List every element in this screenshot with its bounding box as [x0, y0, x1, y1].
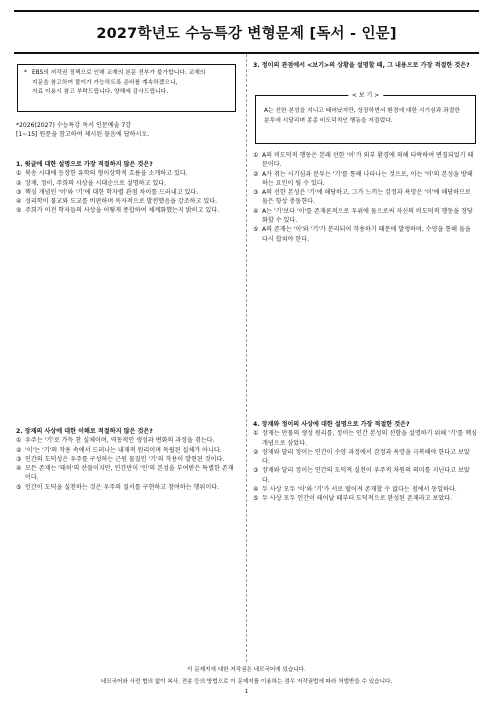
question-2-option[interactable]: ③ 인간의 도덕성은 우주를 구성하는 근원 물질인 '기'의 작용이 발현된 것이다.: [16, 455, 225, 463]
column-divider: [246, 54, 247, 662]
source-block: [16, 121, 238, 140]
question-4-option[interactable]: ④ 두 사상 모두 '이'와 '기'가 서로 떨어져 존재할 수 없다는 점에서 동일하다.: [253, 486, 457, 494]
question-2-option[interactable]: ① 우주는 '기'로 가득 찬 실체이며, 역동적인 생성과 변화의 과정을 겪는다.: [16, 437, 215, 445]
header-box: [14, 10, 479, 54]
question-1-option[interactable]: ③ 핵심 개념인 '이'와 '기'에 대한 학자별 관점 차이를 드러내고 있다.: [16, 188, 199, 196]
question-2: [16, 427, 238, 492]
question-4-option[interactable]: ③ 장재와 달리 정이는 인간의 도덕적 실천이 우주적 차원의 의미를 지닌다고 보았다.: [253, 467, 470, 484]
question-4-stem: 4. 장재와 정이의 사상에 대한 설명으로 가장 적절한 것은?: [253, 421, 410, 428]
question-4: [253, 420, 477, 504]
question-3-options: [253, 151, 477, 244]
notice-line: EBS의 저작권 정책으로 인해 교재의 본문 전부가 불가합니다. 교재의: [32, 70, 206, 76]
notice-line: 자료 이용시 참고 부탁드립니다. 양해에 감사드립니다.: [32, 89, 169, 95]
question-1-stem: 1. 윗글에 대한 설명으로 가장 적절하지 않은 것은?: [16, 161, 153, 168]
question-3-option[interactable]: ④ A는 '기'보다 '이'를 존재론적으로 우위에 둠으로써 자신의 비도덕적 행동을 정당화할 수 있다.: [253, 207, 473, 225]
question-2-option[interactable]: ④ 모든 존재는 '태허'의 산물이지만, 인간만이 '인'의 본성을 부여받은 특별한 존재이다.: [16, 465, 234, 482]
source-line: *2026(2027) 수능특강 독서 인문예술 7강: [16, 122, 132, 129]
bogi-label: < 보 기 >: [348, 91, 383, 101]
question-3-option[interactable]: ⑤ A의 존재는 '이'와 '기'가 분리되어 작용하기 때문에 발생하며, 수양을 통해 둘을 다시 합쳐야 한다.: [253, 226, 471, 243]
notice-line: 지문을 참고하여 풀이가 가능하도록 준비를 계속하겠으니,: [32, 79, 178, 86]
footer-warning: 네모국어와 사전 협의 없이 복사, 전송 등의 방법으로 이 문제지를 이용하는 경우 저작권법에 따라 처벌받을 수 있습니다.: [100, 679, 393, 685]
question-3-option[interactable]: ② A가 겪는 시기심과 분투는 '기'를 통해 나타나는 것으로, 이는 '이'의 본성을 방해하는 요인이 될 수 있다.: [253, 170, 473, 187]
question-1: [16, 160, 238, 216]
question-4-option[interactable]: ① 장재는 만물의 생성 원리를, 정이는 인간 본성의 선함을 설명하기 위해 '기'를 핵심 개념으로 삼았다.: [253, 430, 477, 447]
page-title: 2027학년도 수능특강 변형문제 [독서 - 인문]: [96, 26, 397, 42]
notice-mark: *: [24, 70, 27, 76]
question-2-option[interactable]: ⑤ 인간이 도덕을 실천하는 것은 우주의 질서를 구현하고 참여하는 행위이다.: [16, 483, 220, 491]
question-4-option[interactable]: ② 장재와 달리 정이는 인간이 수양 과정에서 감정과 욕망을 극복해야 한다고 보았다.: [253, 448, 470, 466]
question-4-option[interactable]: ⑤ 두 사상 모두 인간이 태어날 때부터 도덕적으로 완성된 존재라고 보았다.: [253, 495, 453, 503]
bogi-text: A는 선한 본성을 지니고 태어났지만, 성장하면서 환경에 대한 시기심과 좌절한 분투에 시달리며 종종 비도덕적인 행동을 저질렀다.: [264, 108, 460, 124]
footer-copyright: 이 문제지에 대한 저작권은 네모국어에 있습니다.: [187, 667, 306, 673]
question-1-option[interactable]: ① 북송 시대에 등장한 유학의 형이상학적 흐름을 소개하고 있다.: [16, 170, 188, 178]
question-1-option[interactable]: ② 장재, 정이, 주희의 사상을 시대순으로 설명하고 있다.: [16, 179, 167, 187]
question-2-stem: 2. 장재의 사상에 대한 이해로 적절하지 않은 것은?: [16, 428, 153, 435]
question-3-stem: 3. 정이의 관점에서 <보기>의 상황을 설명할 때, 그 내용으로 가장 적절한 것은?: [253, 62, 470, 69]
question-1-option[interactable]: ⑤ 주희가 이전 학자들의 사상을 어떻게 종합하여 체계화했는지 밝히고 있다.: [16, 207, 220, 215]
page-number: 1: [244, 689, 249, 695]
question-3-stem-block: [253, 61, 477, 70]
bogi-box: [255, 92, 476, 144]
question-2-option[interactable]: ② '이'는 '기'의 작용 속에서 드러나는 내재적 원리이며 독립된 실체가 아니다.: [16, 446, 222, 454]
instruction-line: [1~15] 원문을 참고하여 제시된 물음에 답하시오.: [16, 131, 150, 139]
question-3-option[interactable]: ① A의 비도덕적 행동은 본래 선한 '이'가 외부 환경에 의해 타락하여 변질되었기 때문이다.: [253, 152, 474, 169]
question-1-option[interactable]: ④ 성리학이 불교와 도교를 비판하며 독자적으로 발전했음을 강조하고 있다.: [16, 198, 218, 206]
question-3-option[interactable]: ③ A의 선한 본성은 '기'에 해당하고, 그가 느끼는 감정과 욕망은 '이'에 해당하므로 둘은 항상 충돌한다.: [253, 189, 471, 206]
copyright-notice-box: [17, 64, 236, 112]
